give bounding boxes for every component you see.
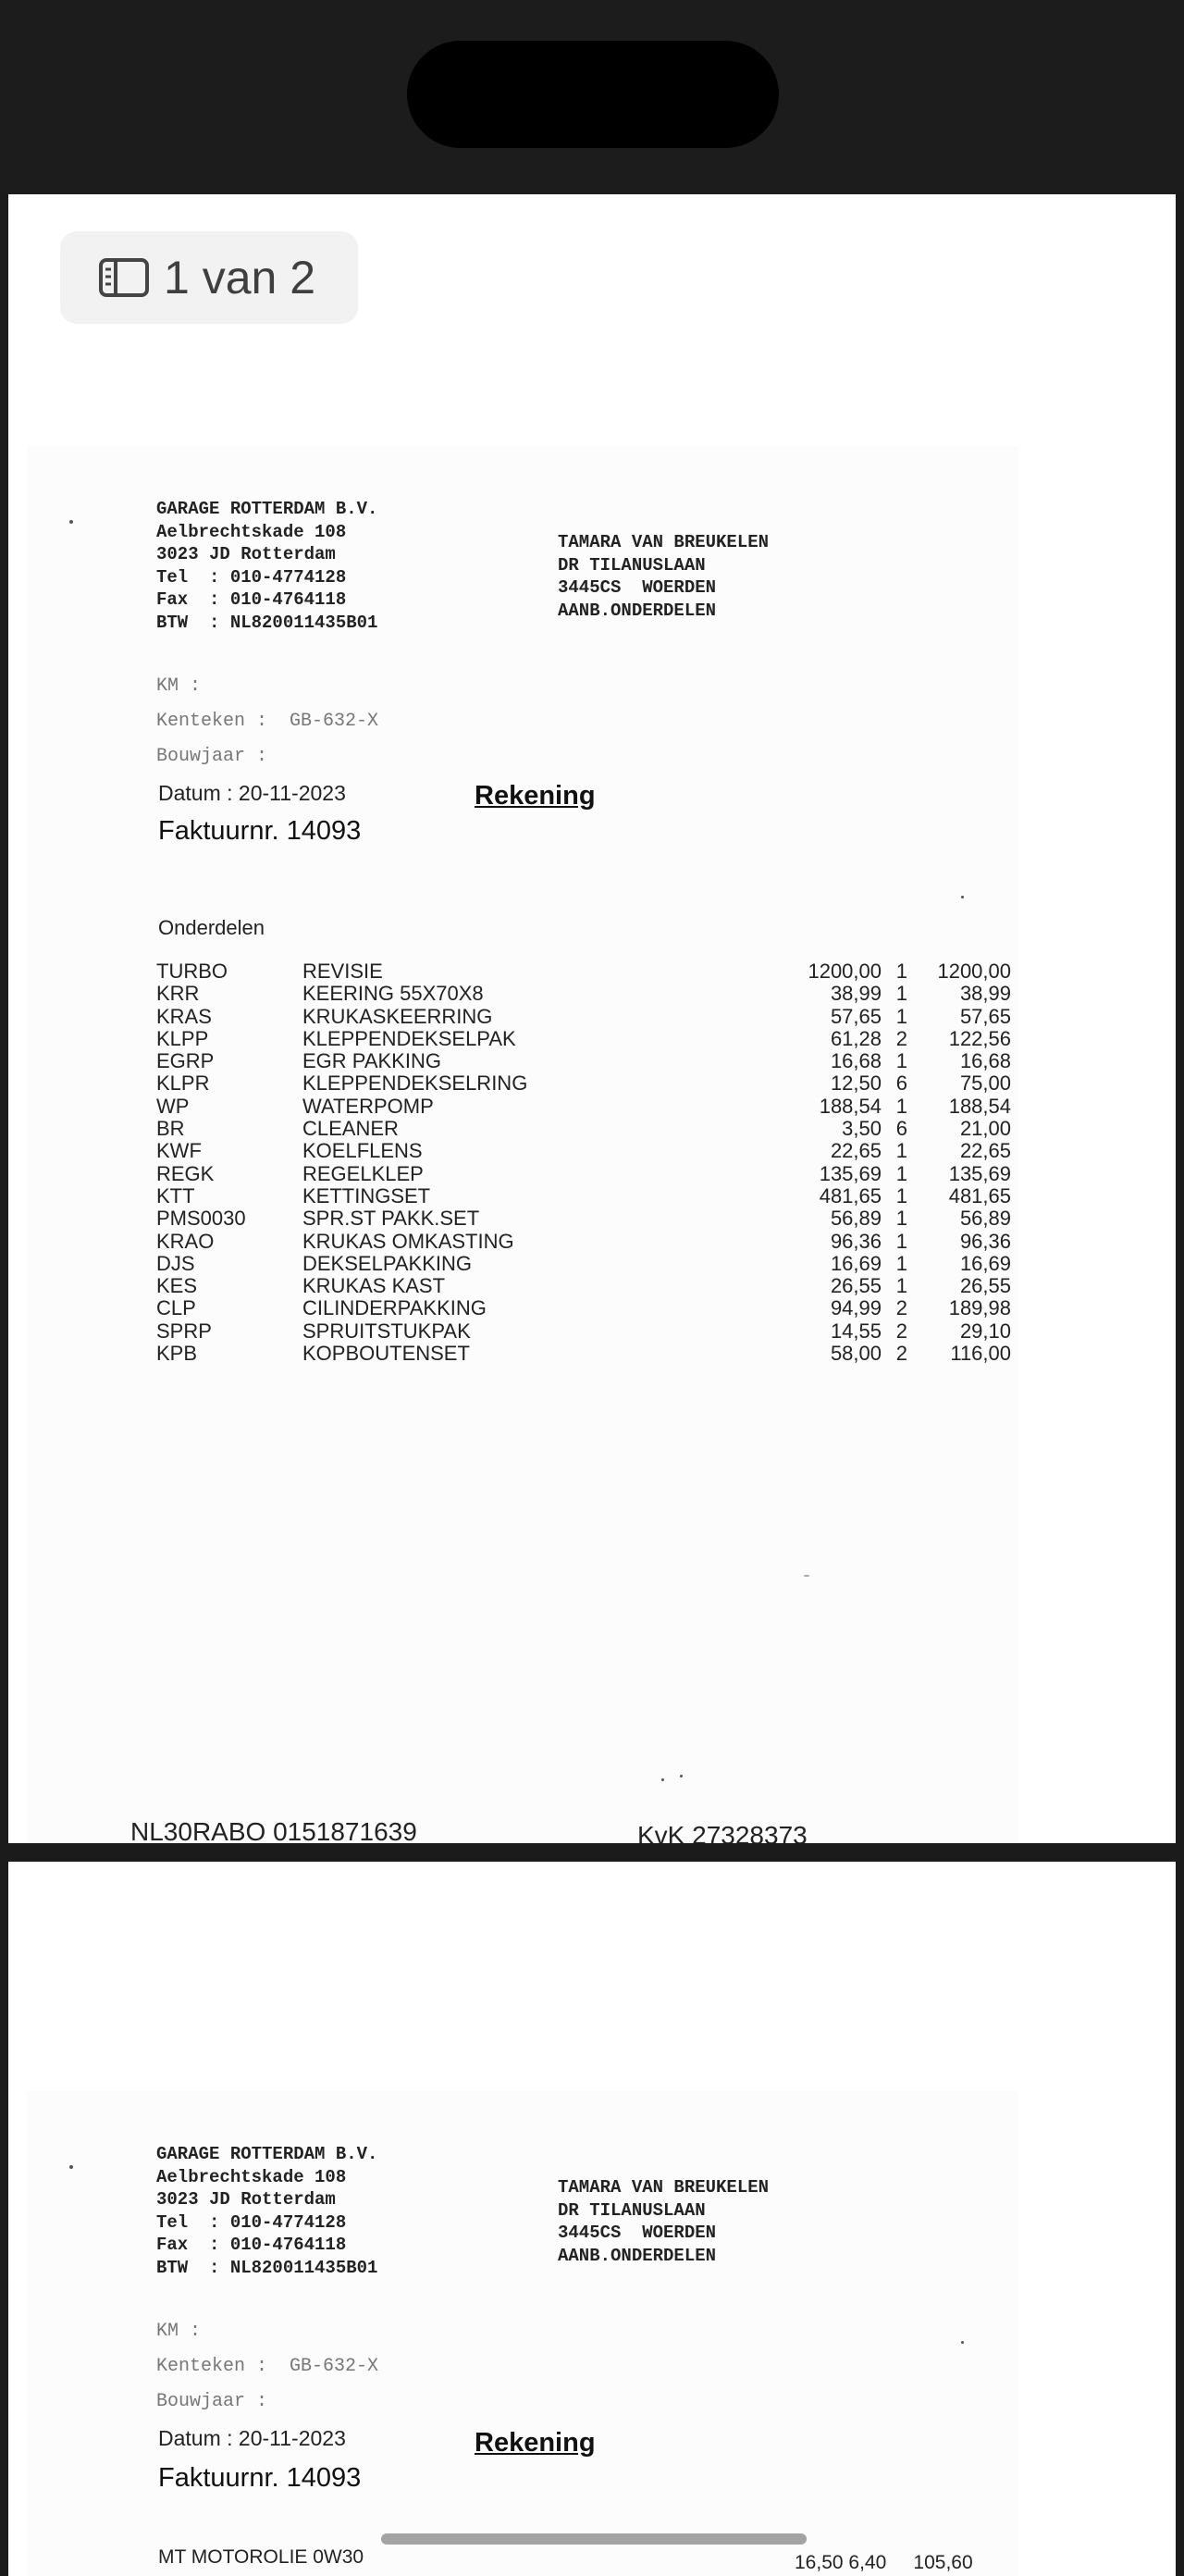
part-code: KWF bbox=[156, 1139, 202, 1163]
sender-address: GARAGE ROTTERDAM B.V. Aelbrechtskade 108 3023 JD Rotterdam Tel : 010-4774128 Fax : 010-4764118 BTW : NL820011435B01 bbox=[156, 499, 378, 633]
part-total: 22,65 bbox=[959, 1139, 1011, 1163]
part-quantity: 1 bbox=[895, 1094, 907, 1118]
part-description: KETTINGSET bbox=[302, 1183, 431, 1208]
part-description: KRUKAS KAST bbox=[302, 1274, 446, 1298]
partial-part-amounts: 16,50 6,40 105,60 bbox=[795, 2552, 973, 2573]
part-quantity: 1 bbox=[895, 1049, 907, 1073]
table-row bbox=[156, 1028, 1011, 1050]
part-code: REGK bbox=[156, 1161, 215, 1185]
table-row bbox=[156, 1072, 1011, 1095]
part-quantity: 1 bbox=[895, 1251, 907, 1275]
part-price: 58,00 bbox=[830, 1342, 882, 1366]
sidebar-icon bbox=[99, 258, 149, 297]
part-total: 481,65 bbox=[948, 1183, 1011, 1208]
part-total: 189,98 bbox=[948, 1296, 1011, 1320]
part-total: 26,55 bbox=[959, 1274, 1011, 1298]
recipient-address: TAMARA VAN BREUKELEN DR TILANUSLAAN 3445CS WOERDEN AANB.ONDERDELEN bbox=[558, 532, 770, 621]
part-total: 57,65 bbox=[959, 1004, 1011, 1028]
part-description: REVISIE bbox=[302, 960, 383, 983]
part-description: KEERING 55X70X8 bbox=[302, 982, 484, 1006]
part-description: DEKSELPAKKING bbox=[302, 1251, 472, 1275]
part-price: 3,50 bbox=[842, 1117, 882, 1141]
part-description: CLEANER bbox=[302, 1117, 399, 1141]
part-quantity: 1 bbox=[895, 1207, 907, 1231]
part-price: 188,54 bbox=[819, 1094, 882, 1118]
part-price: 57,65 bbox=[830, 1004, 882, 1028]
part-description: KOPBOUTENSET bbox=[302, 1342, 470, 1366]
part-description: EGR PAKKING bbox=[302, 1049, 441, 1073]
part-description: CILINDERPAKKING bbox=[302, 1296, 487, 1320]
part-quantity: 1 bbox=[895, 1229, 907, 1253]
part-code: KPB bbox=[156, 1342, 198, 1366]
parts-table bbox=[156, 960, 1011, 1365]
part-quantity: 1 bbox=[895, 960, 907, 983]
part-description: KOELFLENS bbox=[302, 1139, 423, 1163]
part-total: 56,89 bbox=[959, 1207, 1011, 1231]
part-price: 12,50 bbox=[830, 1071, 882, 1096]
table-row bbox=[156, 1343, 1011, 1365]
part-code: WP bbox=[156, 1094, 190, 1118]
part-description: SPRUITSTUKPAK bbox=[302, 1319, 471, 1343]
km-label: KM : bbox=[156, 675, 202, 697]
part-quantity: 6 bbox=[895, 1071, 907, 1096]
part-price: 16,69 bbox=[830, 1251, 882, 1275]
sender-address: GARAGE ROTTERDAM B.V. Aelbrechtskade 108 3023 JD Rotterdam Tel : 010-4774128 Fax : 010-4764118 BTW : NL820011435B01 bbox=[156, 2144, 378, 2278]
kenteken-label: Kenteken : GB-632-X bbox=[156, 711, 379, 732]
part-quantity: 1 bbox=[895, 1274, 907, 1298]
kvk-number: KvK 27328373 bbox=[637, 1821, 808, 1843]
table-row bbox=[156, 1163, 1011, 1185]
part-code: KRR bbox=[156, 982, 200, 1006]
table-row bbox=[156, 1320, 1011, 1343]
part-quantity: 1 bbox=[895, 1183, 907, 1208]
part-price: 56,89 bbox=[830, 1207, 882, 1231]
part-code: EGRP bbox=[156, 1049, 215, 1073]
section-heading: Onderdelen bbox=[158, 916, 265, 939]
part-total: 1200,00 bbox=[937, 960, 1011, 983]
invoice-scan-page-2 bbox=[27, 2091, 1018, 2576]
invoice-scan bbox=[27, 446, 1018, 1843]
part-total: 21,00 bbox=[959, 1117, 1011, 1141]
part-price: 16,68 bbox=[830, 1049, 882, 1073]
page-indicator-label: 1 van 2 bbox=[164, 252, 316, 303]
invoice-number: Faktuurnr. 14093 bbox=[158, 816, 362, 846]
invoice-number: Faktuurnr. 14093 bbox=[158, 2463, 362, 2493]
recipient-address: TAMARA VAN BREUKELEN DR TILANUSLAAN 3445CS WOERDEN AANB.ONDERDELEN bbox=[558, 2177, 770, 2266]
iban: NL30RABO 0151871639 bbox=[130, 1817, 417, 1843]
part-quantity: 2 bbox=[895, 1296, 907, 1320]
table-row bbox=[156, 1118, 1011, 1140]
part-price: 14,55 bbox=[830, 1319, 882, 1343]
invoice-title: Rekening bbox=[475, 2428, 596, 2458]
table-row bbox=[156, 1231, 1011, 1253]
part-description: SPR.ST PAKK.SET bbox=[302, 1207, 480, 1231]
part-quantity: 1 bbox=[895, 982, 907, 1006]
part-price: 94,99 bbox=[830, 1296, 882, 1320]
part-description: KLEPPENDEKSELPAK bbox=[302, 1026, 516, 1050]
table-row bbox=[156, 1140, 1011, 1162]
part-total: 116,00 bbox=[950, 1342, 1011, 1366]
table-row bbox=[156, 1297, 1011, 1319]
home-indicator[interactable] bbox=[381, 2533, 807, 2545]
part-code: KLPP bbox=[156, 1026, 209, 1050]
table-row bbox=[156, 1208, 1011, 1230]
table-row bbox=[156, 1006, 1011, 1028]
part-description: REGELKLEP bbox=[302, 1161, 424, 1185]
part-total: 122,56 bbox=[948, 1026, 1011, 1050]
part-price: 38,99 bbox=[830, 982, 882, 1006]
part-price: 61,28 bbox=[830, 1026, 882, 1050]
part-quantity: 2 bbox=[895, 1026, 907, 1050]
bouwjaar-label: Bouwjaar : bbox=[156, 746, 268, 767]
part-description: KRUKAS OMKASTING bbox=[302, 1229, 514, 1253]
part-price: 1200,00 bbox=[808, 960, 882, 983]
part-price: 481,65 bbox=[819, 1183, 882, 1208]
invoice-title: Rekening bbox=[475, 781, 596, 811]
document-page-1 bbox=[8, 194, 1176, 1843]
part-code: DJS bbox=[156, 1251, 195, 1275]
part-total: 38,99 bbox=[959, 982, 1011, 1006]
table-row bbox=[156, 983, 1011, 1005]
invoice-date: Datum : 20-11-2023 bbox=[158, 781, 346, 805]
part-code: KES bbox=[156, 1274, 198, 1298]
part-quantity: 1 bbox=[895, 1004, 907, 1028]
table-row bbox=[156, 1253, 1011, 1275]
document-page-2 bbox=[8, 1862, 1176, 2576]
part-code: KTT bbox=[156, 1183, 195, 1208]
invoice-date: Datum : 20-11-2023 bbox=[158, 2426, 346, 2450]
part-total: 135,69 bbox=[948, 1161, 1011, 1185]
part-total: 75,00 bbox=[959, 1071, 1011, 1096]
part-total: 96,36 bbox=[959, 1229, 1011, 1253]
bouwjaar-label: Bouwjaar : bbox=[156, 2391, 268, 2412]
part-price: 96,36 bbox=[830, 1229, 882, 1253]
table-row bbox=[156, 1185, 1011, 1208]
part-price: 26,55 bbox=[830, 1274, 882, 1298]
part-description: KRUKASKEERRING bbox=[302, 1004, 493, 1028]
part-quantity: 2 bbox=[895, 1319, 907, 1343]
part-total: 16,69 bbox=[959, 1251, 1011, 1275]
part-code: BR bbox=[156, 1117, 185, 1141]
part-code: KLPR bbox=[156, 1071, 210, 1096]
table-row bbox=[156, 1275, 1011, 1297]
part-total: 29,10 bbox=[959, 1319, 1011, 1343]
part-description: KLEPPENDEKSELRING bbox=[302, 1071, 528, 1096]
dynamic-island bbox=[407, 41, 779, 148]
part-code: PMS0030 bbox=[156, 1207, 246, 1231]
part-code: KRAS bbox=[156, 1004, 212, 1028]
part-total: 188,54 bbox=[948, 1094, 1011, 1118]
table-row bbox=[156, 960, 1011, 983]
part-quantity: 1 bbox=[895, 1161, 907, 1185]
part-description: WATERPOMP bbox=[302, 1094, 434, 1118]
kenteken-label: Kenteken : GB-632-X bbox=[156, 2356, 379, 2377]
part-price: 135,69 bbox=[819, 1161, 882, 1185]
part-code: KRAO bbox=[156, 1229, 215, 1253]
page-indicator[interactable] bbox=[60, 231, 358, 324]
status-bar bbox=[0, 0, 1184, 194]
part-code: SPRP bbox=[156, 1319, 212, 1343]
part-total: 16,68 bbox=[959, 1049, 1011, 1073]
part-code: TURBO bbox=[156, 960, 228, 983]
table-row bbox=[156, 1096, 1011, 1118]
part-quantity: 6 bbox=[895, 1117, 907, 1141]
part-price: 22,65 bbox=[830, 1139, 882, 1163]
part-code: CLP bbox=[156, 1296, 196, 1320]
table-row bbox=[156, 1050, 1011, 1072]
partial-part-row: MT MOTOROLIE 0W30 bbox=[158, 2546, 364, 2568]
part-quantity: 2 bbox=[895, 1342, 907, 1366]
km-label: KM : bbox=[156, 2321, 202, 2342]
part-quantity: 1 bbox=[895, 1139, 907, 1163]
